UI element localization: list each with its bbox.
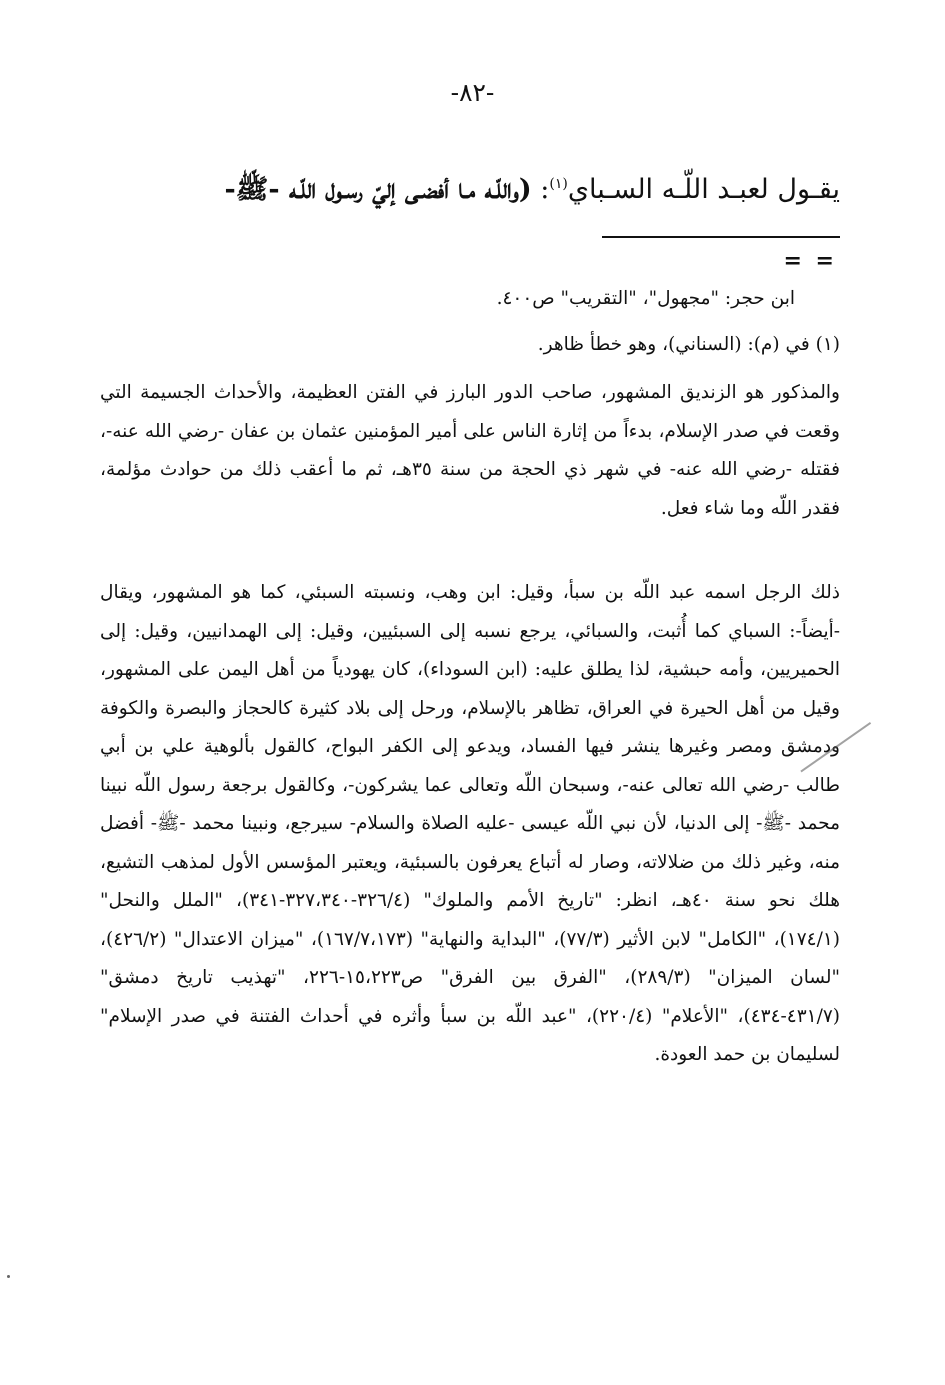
footnote-paragraph: والمذكور هو الزنديق المشهور، صاحب الدور البارز في الفتن العظيمة، والأحداث الجسيمة التي وقعت في صدر الإسلام، بدءاً من إثارة الناس على أمير المؤمنين عثمان بن عفان -رضي الله عنه-، فقتله -رضي الله عنه- في شهر ذي الحجة من سنة ٣٥هـ، ثم ما أعقب ذلك من حوادث مؤلمة، فقدر اللّه وما شاء فعل. [100, 382, 840, 519]
footnote-continuation-mark: = = [783, 248, 837, 274]
footnote-separator-rule [602, 236, 840, 238]
footnote-reference: (١) [549, 176, 568, 192]
footnote-paragraph: ذلك الرجل اسمه عبد اللّه بن سبأ، وقيل: ابن وهب، ونسبته السبئي، كما هو المشهور، ويقال -أيضاً-: السباي كما أُثبت، والسبائي، يرجع نسبه إلى السبئيين، وقيل: إلى الهمدانيين، وقيل: إلى الحميريين، وأمه حبشية، لذا يطلق عليه: (ابن السوداء)، كان يهودياً من أهل اليمن على المشهور، وقيل من أهل الحيرة في العراق، تظاهر بالإسلام، ورحل إلى بلاد كثيرة كالحجاز والبصرة والكوفة ودمشق ومصر وغيرها ينشر فيها الفساد، ويدعو إلى الكفر البواح، كالقول بألوهية علي بن أبي طالب -رضي الله تعالى عنه-، وسبحان اللّه وتعالى عما يشركون-، وكالقول برجعة رسول اللّه نبينا محمد -ﷺ- إلى الدنيا، لأن نبي اللّه عيسى -عليه الصلاة والسلام- سيرجع، ونبينا محمد -ﷺ- أفضل منه، وغير ذلك من ضلالاته، وصار له أتباع يعرفون بالسبئية، ويعتبر المؤسس الأول لمذهب التشيع، هلك نحو سنة ٤٠هـ، انظر: "تاريخ الأمم والملوك" (٣٢٦/٤-٣٢٧،٣٤٠-٣٤١)، "الملل والنحل" (١٧٤/١)، "الكامل" لابن الأثير (٧٧/٣)، "البداية والنهاية" (١٦٧/٧،١٧٣)، "ميزان الاعتدال" (٤٢٦/٢)، "لسان الميزان" (٢٨٩/٣)، "الفرق بين الفرق" ص١٥،٢٢٣-٢٢٦، "تهذيب تاريخ دمشق" (٤٣١/٧-٤٣٤)، "الأعلام" (٢٢٠/٤)، "عبد اللّه بن سبأ وأثره في أحداث الفتنة في صدر الإسلام" لسليمان بن حمد العودة. [100, 582, 841, 1065]
page-number: -٨٢- [450, 78, 495, 107]
margin-speck [7, 1275, 10, 1278]
main-text-intro: يقـول لعبـد اللّـه السـباي [567, 174, 840, 205]
main-text-colon: : [531, 174, 550, 205]
main-text-line [95, 158, 840, 216]
footnote-line: (١) في (م): (السناني)، وهو خطأ ظاهر. [537, 334, 840, 355]
main-text-quote: (واللّـه مـا أفضـى إليّ رسـول اللّـه -ﷺ- [224, 174, 532, 205]
footnote-line: ابن حجر: "مجهول"، "التقريب" ص٤٠٠. [496, 288, 795, 309]
